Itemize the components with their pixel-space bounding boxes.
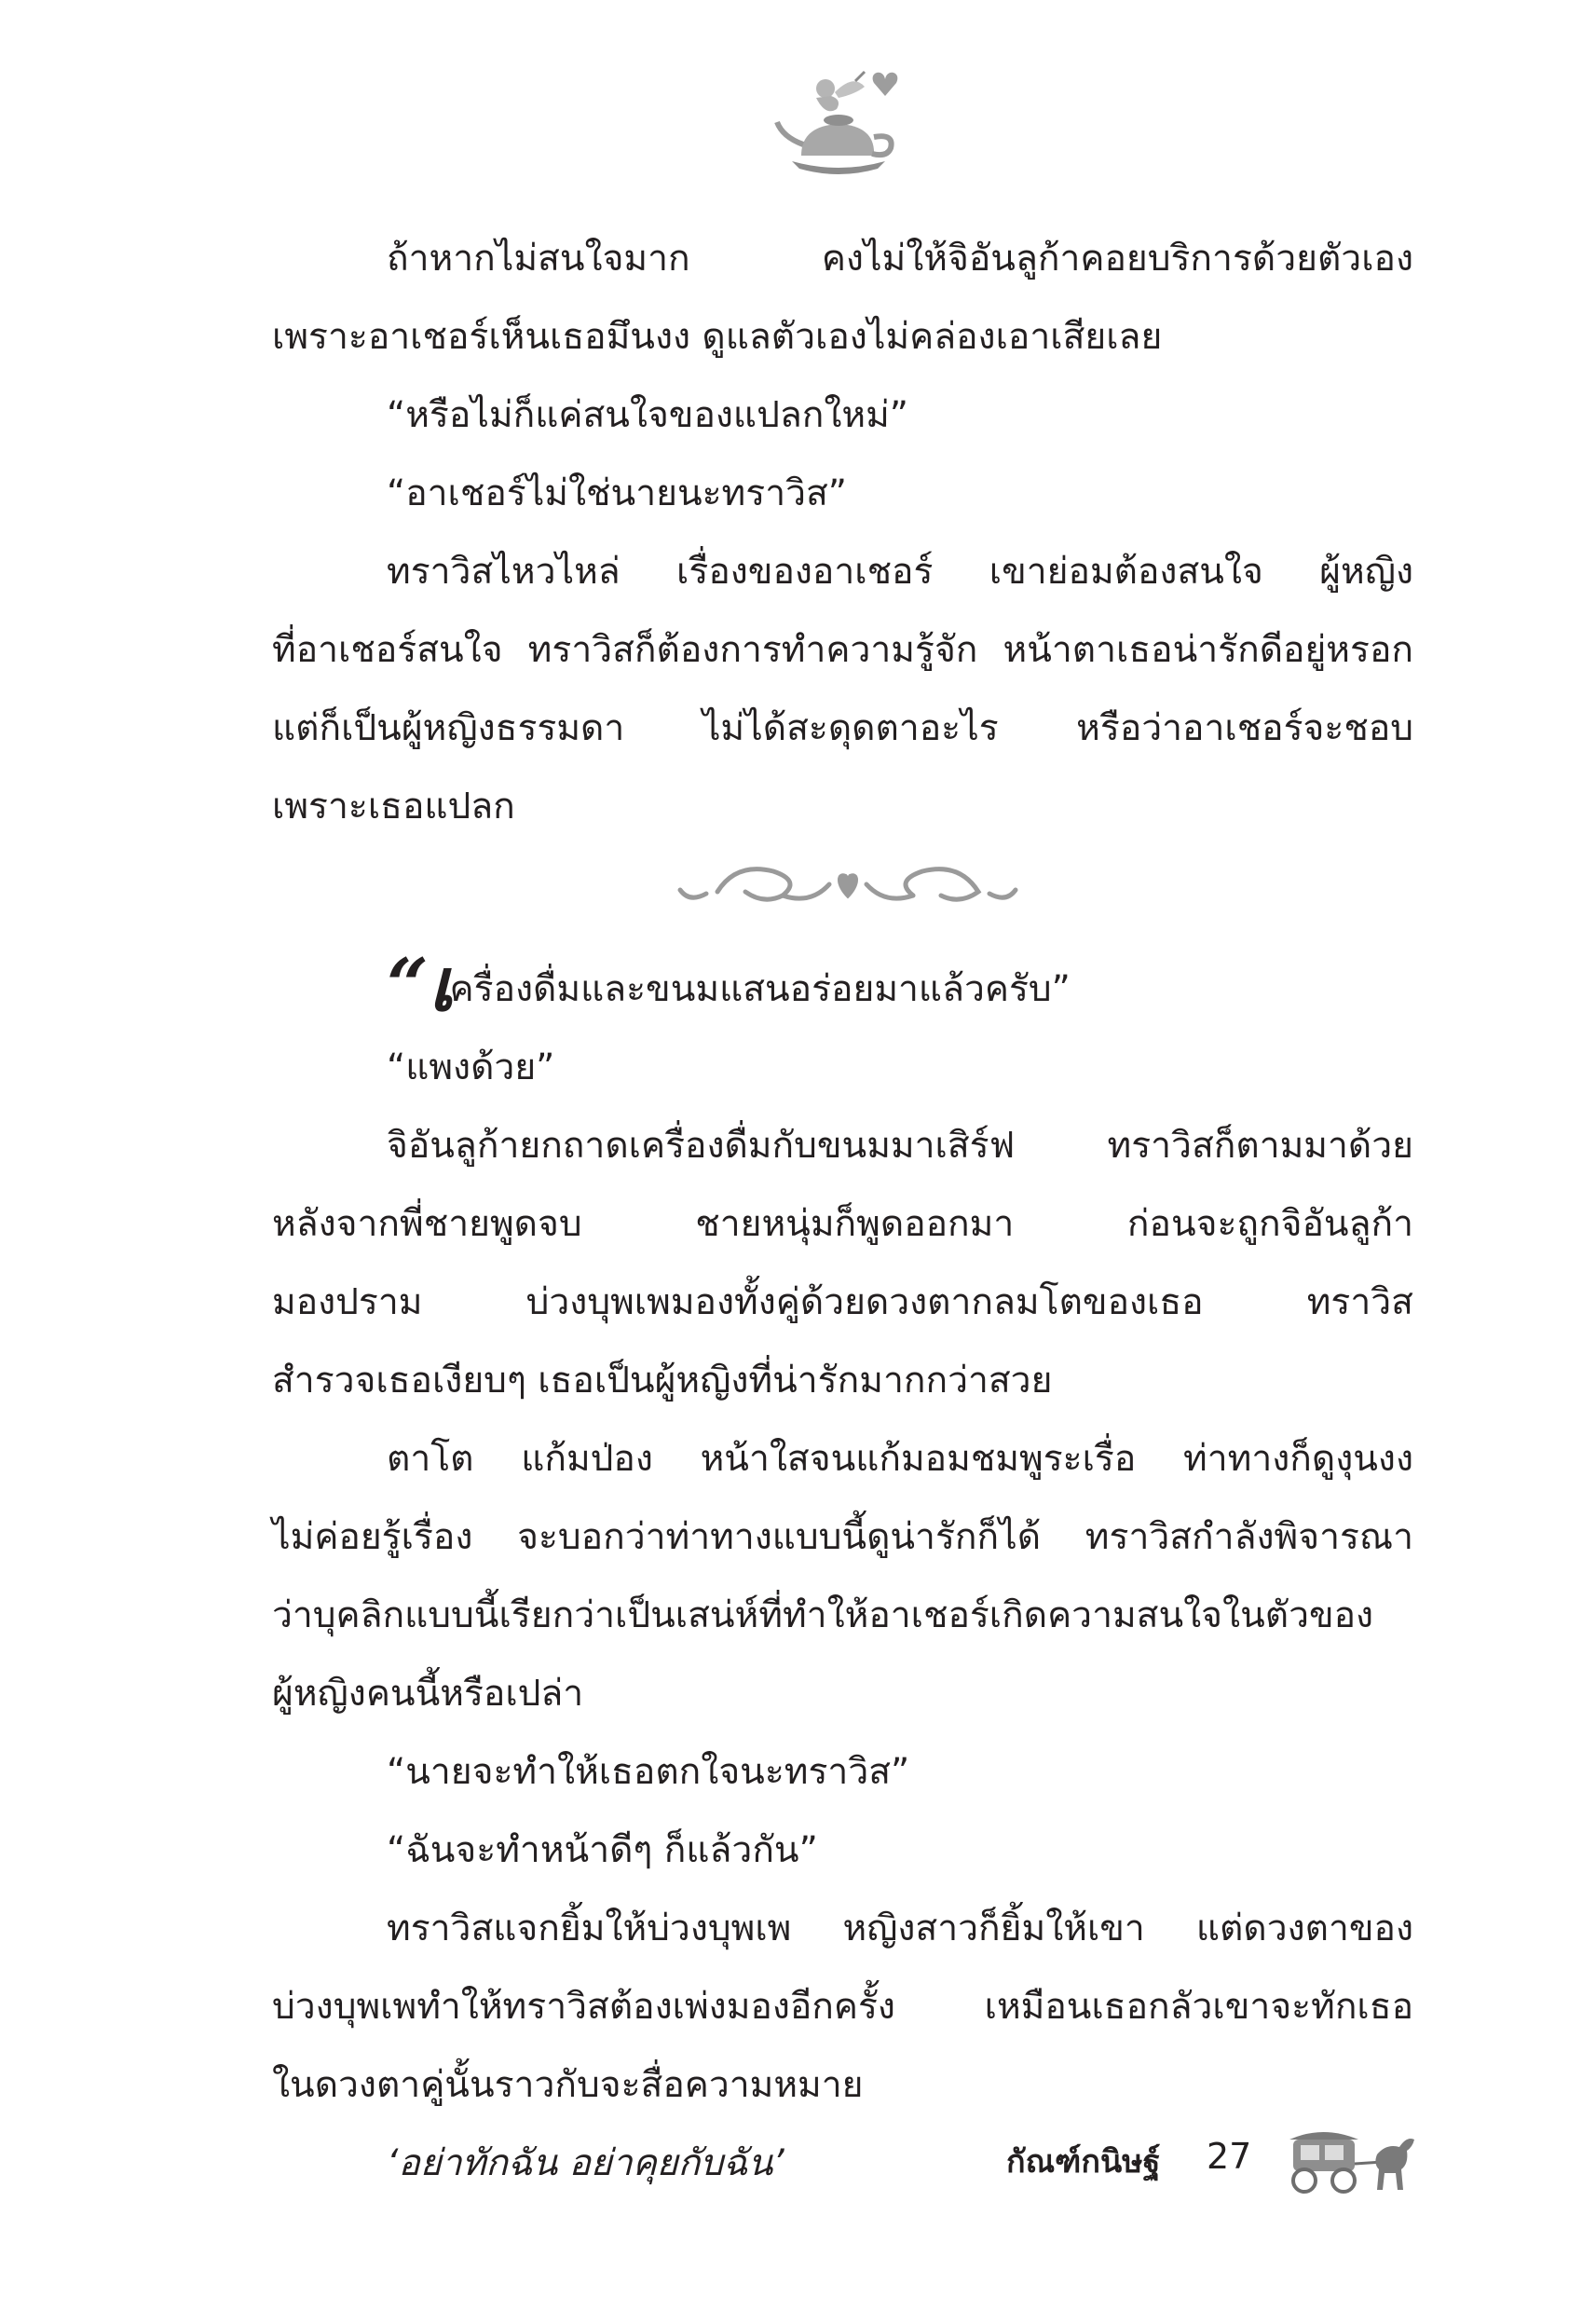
dialogue-line: “นายจะทำให้เธอตกใจนะทราวิส” <box>387 1751 910 1793</box>
page-footer <box>1006 2123 1453 2197</box>
dialogue-line: “ฉันจะทำหน้าดีๆ ก็แล้วกัน” <box>387 1829 818 1871</box>
paragraph-line: แต่ก็เป็นผู้หญิงธรรมดา ไม่ได้สะดุดตาอะไร หรือว่าอาเชอร์จะชอบ <box>272 707 1413 749</box>
paragraph-line: จิอันลูก้ายกถาดเครื่องดื่มกับขนมมาเสิร์ฟ ทราวิสก็ตามมาด้วย <box>387 1125 1413 1167</box>
paragraph-line: ผู้หญิงคนนี้หรือเปล่า <box>272 1673 584 1715</box>
paragraph-line: ไม่ค่อยรู้เรื่อง จะบอกว่าท่าทางแบบนี้ดูน่ารักก็ได้ ทราวิสกำลังพิจารณา <box>272 1516 1413 1558</box>
heart-swirl-divider-icon <box>662 843 1034 918</box>
horse-carriage-icon <box>1286 2123 1425 2197</box>
dialogue-line: “หรือไม่ก็แค่สนใจของแปลกใหม่” <box>387 394 908 436</box>
paragraph-line: เพราะเธอแปลก <box>272 786 515 827</box>
book-title: กัณฑ์กนิษฐ์ <box>1006 2143 1161 2181</box>
opening-drop-quote: “เ <box>387 943 454 1028</box>
paragraph-line: ที่อาเชอร์สนใจ ทราวิสก็ต้องการทำความรู้จัก หน้าตาเธอน่ารักดีอยู่หรอก <box>272 629 1413 671</box>
page-number: 27 <box>1207 2136 1252 2177</box>
paragraph-line: ในดวงตาคู่นั้นราวกับจะสื่อความหมาย <box>272 2064 864 2106</box>
paragraph-line: ถ้าหากไม่สนใจมาก คงไม่ให้จิอันลูก้าคอยบริการด้วยตัวเอง <box>387 238 1413 280</box>
dialogue-line: “แพงด้วย” <box>387 1046 555 1088</box>
paragraph-line: สำรวจเธอเงียบๆ เธอเป็นผู้หญิงที่น่ารักมากกว่าสวย <box>272 1360 1053 1402</box>
paragraph-line: มองปราม บ่วงบุพเพมองทั้งคู่ด้วยดวงตากลมโตของเธอ ทราวิส <box>272 1281 1413 1323</box>
dialogue-line: “อาเชอร์ไม่ใช่นายนะทราวิส” <box>387 472 848 514</box>
section-1 <box>272 220 1413 846</box>
opening-line <box>272 943 1413 1029</box>
paragraph-line: บ่วงบุพเพทำให้ทราวิสต้องเพ่งมองอีกครั้ง เหมือนเธอกลัวเขาจะทักเธอ <box>272 1986 1413 2028</box>
paragraph-line: ทราวิสไหวไหล่ เรื่องของอาเชอร์ เขาย่อมต้องสนใจ ผู้หญิง <box>387 551 1413 593</box>
section-2 <box>272 943 1413 2203</box>
teapot-cupid-ornament-icon <box>764 51 913 182</box>
paragraph-line: หลังจากพี่ชายพูดจบ ชายหนุ่มก็พูดออกมา ก่อนจะถูกจิอันลูก้า <box>272 1203 1413 1245</box>
thought-line: ‘อย่าทักฉัน อย่าคุยกับฉัน’ <box>387 2142 784 2184</box>
opening-text: ครื่องดื่มและขนมแสนอร่อยมาแล้วครับ” <box>449 968 1071 1010</box>
paragraph-line: ตาโต แก้มป่อง หน้าใสจนแก้มอมชมพูระเรื่อ ท่าทางก็ดูงุนงง <box>387 1438 1413 1480</box>
paragraph-line: ว่าบุคลิกแบบนี้เรียกว่าเป็นเสน่ห์ที่ทำให้อาเชอร์เกิดความสนใจในตัวของ <box>272 1594 1374 1636</box>
paragraph-line: เพราะอาเชอร์เห็นเธอมึนงง ดูแลตัวเองไม่คล่องเอาเสียเลย <box>272 316 1163 358</box>
paragraph-line: ทราวิสแจกยิ้มให้บ่วงบุพเพ หญิงสาวก็ยิ้มให้เขา แต่ดวงตาของ <box>387 1908 1413 1949</box>
